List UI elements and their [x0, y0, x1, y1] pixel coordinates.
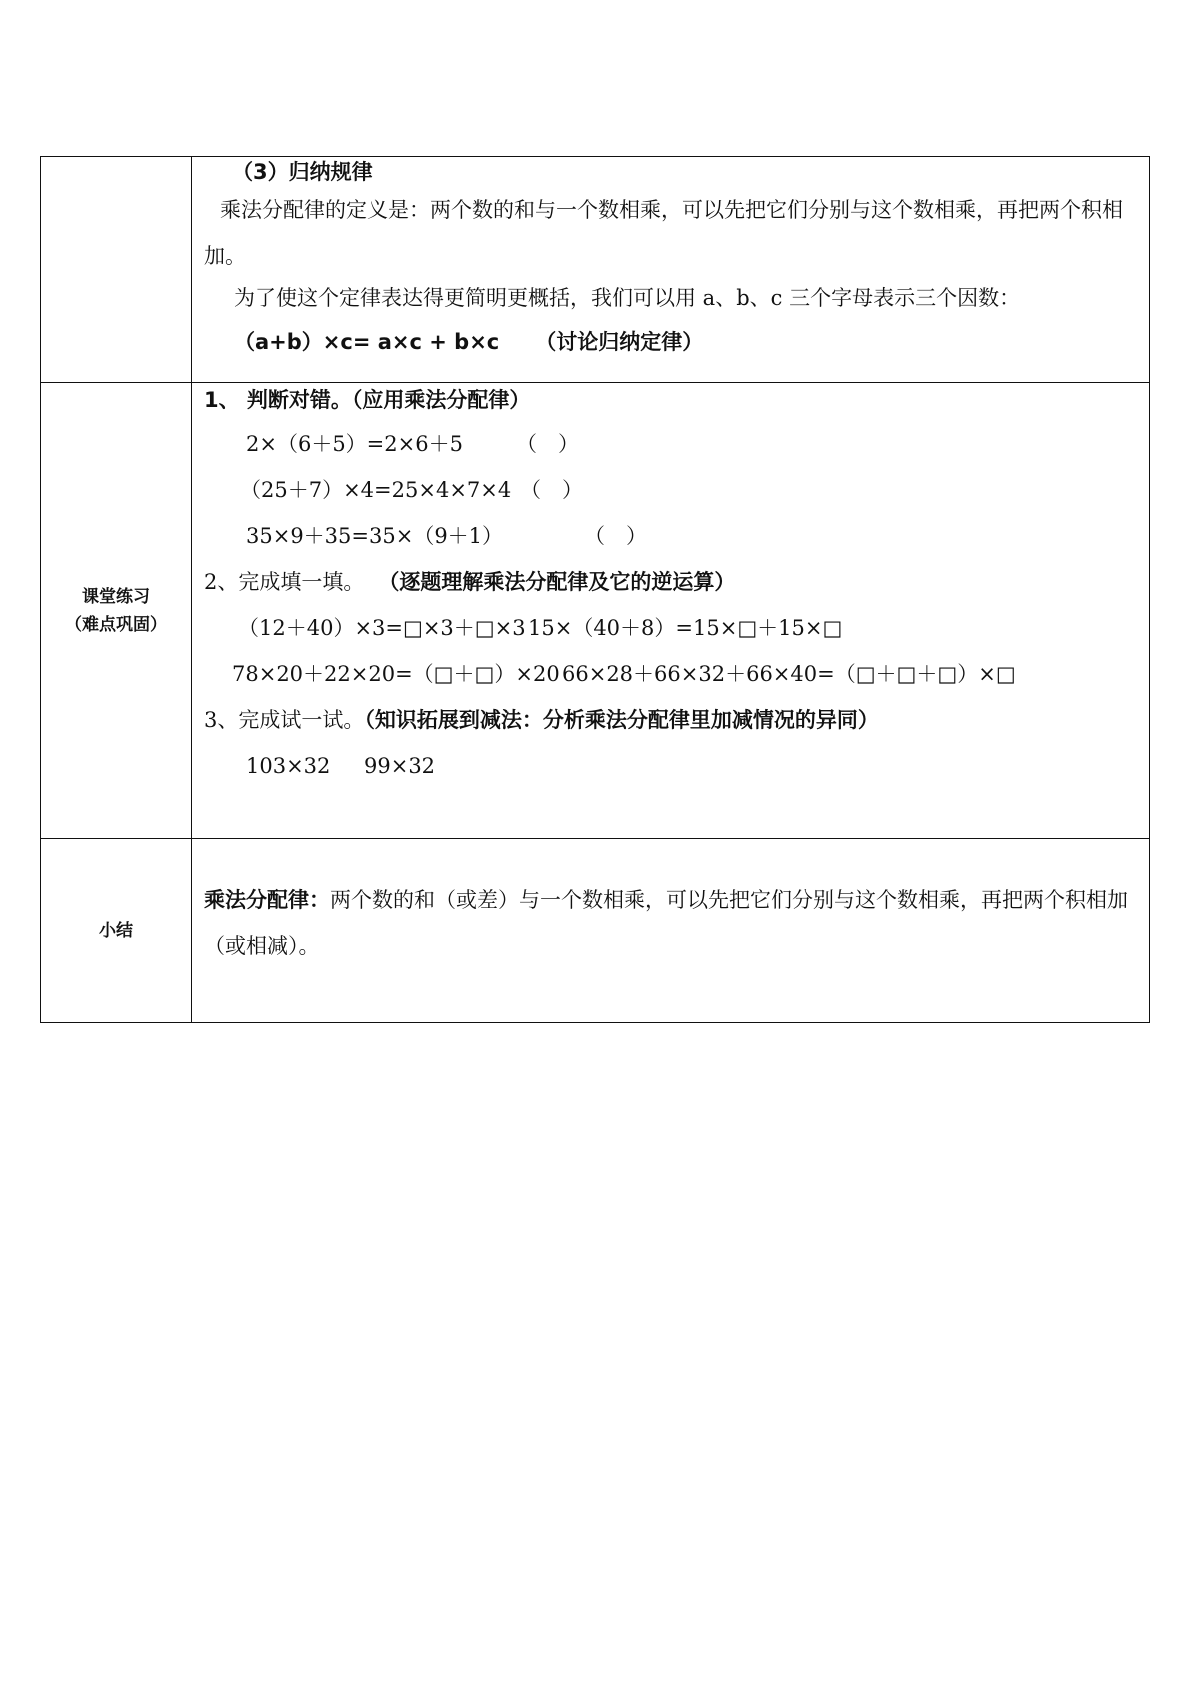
- practice-label-cell: [41, 383, 192, 839]
- summary-text: 两个数的和（或差）与一个数相乘，可以先把它们分别与这个数相乘，再把两个积相加（或相减）。: [204, 888, 1128, 958]
- summary-term: 乘法分配律：: [204, 888, 330, 912]
- q1-item-3: 35×9＋35=35×（9＋1）: [246, 524, 504, 548]
- empty-label-cell: [41, 157, 192, 383]
- summary-label-cell: [41, 839, 192, 1023]
- table-row-induction: [41, 157, 1150, 383]
- q2-row2-b: 66×28＋66×32＋66×40=（□＋□＋□）×□: [562, 662, 1016, 686]
- q3-title: 3、完成试一试。: [204, 708, 365, 732]
- induction-cell: [192, 157, 1150, 383]
- q1-item-2-blank: （ ）: [520, 478, 583, 502]
- q2-row1-b: 15×（40＋8）=15×□＋15×□: [528, 616, 843, 640]
- intro-paragraph: 为了使这个定律表达得更简明更概括，我们可以用 a、b、c 三个字母表示三个因数：: [234, 286, 1021, 310]
- q1-item-2: （25＋7）×4=25×4×7×4: [240, 478, 512, 502]
- q1-item-1-blank: （ ）: [516, 432, 579, 456]
- practice-sublabel: （难点巩固）: [65, 614, 167, 635]
- formula-note: （讨论归纳定律）: [535, 330, 704, 354]
- q1-item-1: 2×（6＋5）=2×6＋5: [246, 432, 463, 456]
- q1-item-3-blank: （ ）: [584, 524, 647, 548]
- practice-cell: [192, 383, 1150, 839]
- q3-note: （知识拓展到减法：分析乘法分配律里加减情况的异同）: [364, 708, 879, 732]
- table-row-summary: [41, 839, 1150, 1023]
- formula-line: [234, 327, 703, 357]
- section-heading: （3）归纳规律: [232, 160, 373, 184]
- lesson-table: [40, 156, 1150, 1023]
- practice-label: 课堂练习: [82, 586, 150, 607]
- q3-item-1: 103×32: [246, 754, 331, 778]
- definition-paragraph: 乘法分配律的定义是：两个数的和与一个数相乘，可以先把它们分别与这个数相乘，再把两个积相加。: [204, 198, 1123, 268]
- formula: （a+b）×c= a×c + b×c: [234, 330, 500, 354]
- q3-item-2: 99×32: [364, 754, 436, 778]
- q2-row1-a: （12＋40）×3=□×3＋□×3: [238, 616, 526, 640]
- q2-title: 2、完成填一填。: [204, 570, 365, 594]
- summary-paragraph: [204, 877, 1137, 969]
- table-row-practice: [41, 383, 1150, 839]
- summary-cell: [192, 839, 1150, 1023]
- q2-title-line: [204, 567, 735, 597]
- q2-note: （逐题理解乘法分配律及它的逆运算）: [378, 570, 736, 594]
- q2-row2-a: 78×20＋22×20=（□＋□）×20: [232, 662, 560, 686]
- q1-title: 1、 判断对错。（应用乘法分配律）: [204, 388, 531, 412]
- summary-label: 小结: [99, 920, 133, 941]
- q3-title-line: [204, 705, 879, 735]
